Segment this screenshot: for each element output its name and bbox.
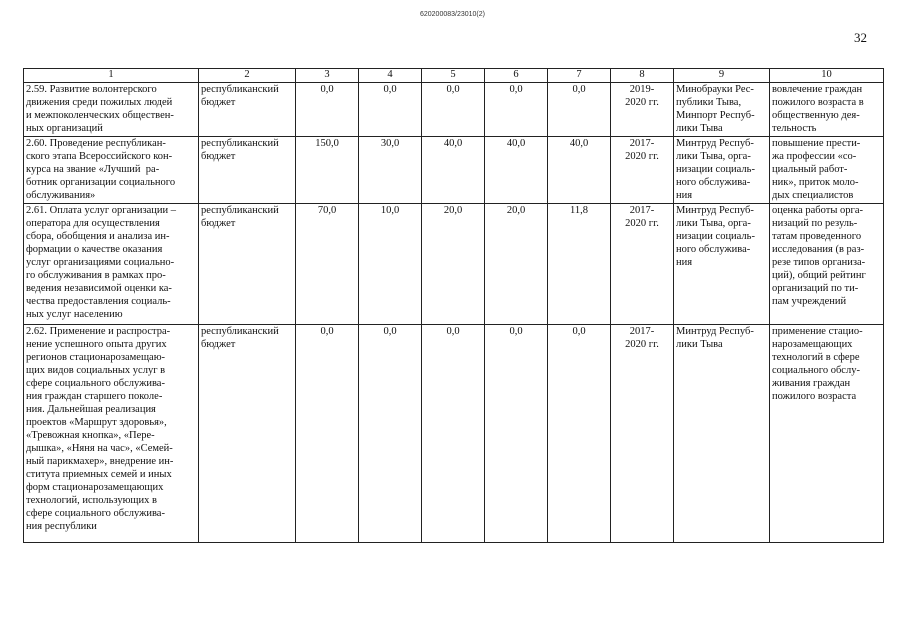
column-header: 8 bbox=[611, 69, 674, 83]
measure-name-cell: 2.62. Применение и распростра- нение успешного опыта других регионов стационарозамещаю- щих видов социальных услуг в сфере социального обслужива- ния граждан старшего поколе- ния. Дальнейшая реализация проектов «Маршрут здоровья», «Тревожная кнопка», «Пере- дышка», «Няня на час», «Семей- ный парикмахер», внедрение ин- ститута приемных семей и иных форм стационарозамещающих технологий, использующих в сфере социального обслужива- ния республики bbox=[24, 325, 199, 543]
value-cell: 0,0 bbox=[422, 83, 485, 137]
document-id: 620200083/23010(2) bbox=[419, 11, 485, 18]
value-cell: 0,0 bbox=[359, 83, 422, 137]
value-cell: 0,0 bbox=[296, 325, 359, 543]
column-header: 5 bbox=[422, 69, 485, 83]
column-header: 2 bbox=[199, 69, 296, 83]
table-row bbox=[24, 83, 884, 137]
value-cell: 30,0 bbox=[359, 137, 422, 204]
column-header: 7 bbox=[548, 69, 611, 83]
value-cell: 0,0 bbox=[296, 83, 359, 137]
measure-name-cell: 2.61. Оплата услуг организации – оператора для осуществления сбора, обобщения и анализа ин- формации о качестве оказания услуг организациями социально- го обслуживания в рамках про- ведения независимой оценки ка- чества предоставления социаль- ных услуг населению bbox=[24, 204, 199, 325]
period-cell: 2019- 2020 гг. bbox=[611, 83, 674, 137]
value-cell: 11,8 bbox=[548, 204, 611, 325]
executor-cell: Минтруд Респуб- лики Тыва bbox=[674, 325, 770, 543]
value-cell: 150,0 bbox=[296, 137, 359, 204]
measure-name-cell: 2.60. Проведение республикан- ского этапа Всероссийского кон- курса на звание «Лучший ра- ботник организации социального обслуживания» bbox=[24, 137, 199, 204]
funding-source-cell: республиканский бюджет bbox=[199, 325, 296, 543]
executor-cell: Минтруд Респуб- лики Тыва, орга- низации социаль- ного обслужива- ния bbox=[674, 137, 770, 204]
measures-table bbox=[23, 68, 884, 543]
executor-cell: Минтруд Респуб- лики Тыва, орга- низации социаль- ного обслужива- ния bbox=[674, 204, 770, 325]
column-header: 1 bbox=[24, 69, 199, 83]
value-cell: 0,0 bbox=[485, 83, 548, 137]
column-header: 10 bbox=[770, 69, 884, 83]
value-cell: 70,0 bbox=[296, 204, 359, 325]
value-cell: 0,0 bbox=[548, 83, 611, 137]
column-header: 4 bbox=[359, 69, 422, 83]
measure-name-cell: 2.59. Развитие волонтерского движения среди пожилых людей и межпоколенческих обществен- ных организаций bbox=[24, 83, 199, 137]
value-cell: 0,0 bbox=[548, 325, 611, 543]
table-header-row bbox=[24, 69, 884, 83]
table-row bbox=[24, 325, 884, 543]
result-cell: вовлечение граждан пожилого возраста в общественную дея- тельность bbox=[770, 83, 884, 137]
value-cell: 10,0 bbox=[359, 204, 422, 325]
value-cell: 0,0 bbox=[359, 325, 422, 543]
result-cell: оценка работы орга- низаций по резуль- татам проведенного исследования (в раз- резе типов организа- ций), общий рейтинг организаций по ти- пам учреждений bbox=[770, 204, 884, 325]
period-cell: 2017- 2020 гг. bbox=[611, 204, 674, 325]
value-cell: 40,0 bbox=[485, 137, 548, 204]
funding-source-cell: республиканский бюджет bbox=[199, 83, 296, 137]
period-cell: 2017- 2020 гг. bbox=[611, 137, 674, 204]
column-header: 3 bbox=[296, 69, 359, 83]
result-cell: применение стацио- нарозамещающих технологий в сфере социального обслу- живания граждан пожилого возраста bbox=[770, 325, 884, 543]
value-cell: 20,0 bbox=[485, 204, 548, 325]
period-cell: 2017- 2020 гг. bbox=[611, 325, 674, 543]
table-row bbox=[24, 137, 884, 204]
value-cell: 0,0 bbox=[422, 325, 485, 543]
page-number: 32 bbox=[854, 30, 867, 45]
value-cell: 0,0 bbox=[485, 325, 548, 543]
funding-source-cell: республиканский бюджет bbox=[199, 137, 296, 204]
result-cell: повышение прести- жа профессии «со- циальный работ- ник», приток моло- дых специалистов bbox=[770, 137, 884, 204]
column-header: 6 bbox=[485, 69, 548, 83]
column-header: 9 bbox=[674, 69, 770, 83]
value-cell: 20,0 bbox=[422, 204, 485, 325]
funding-source-cell: республиканский бюджет bbox=[199, 204, 296, 325]
value-cell: 40,0 bbox=[548, 137, 611, 204]
value-cell: 40,0 bbox=[422, 137, 485, 204]
executor-cell: Минобрауки Рес- публики Тыва, Минпорт Респуб- лики Тыва bbox=[674, 83, 770, 137]
table-row bbox=[24, 204, 884, 325]
